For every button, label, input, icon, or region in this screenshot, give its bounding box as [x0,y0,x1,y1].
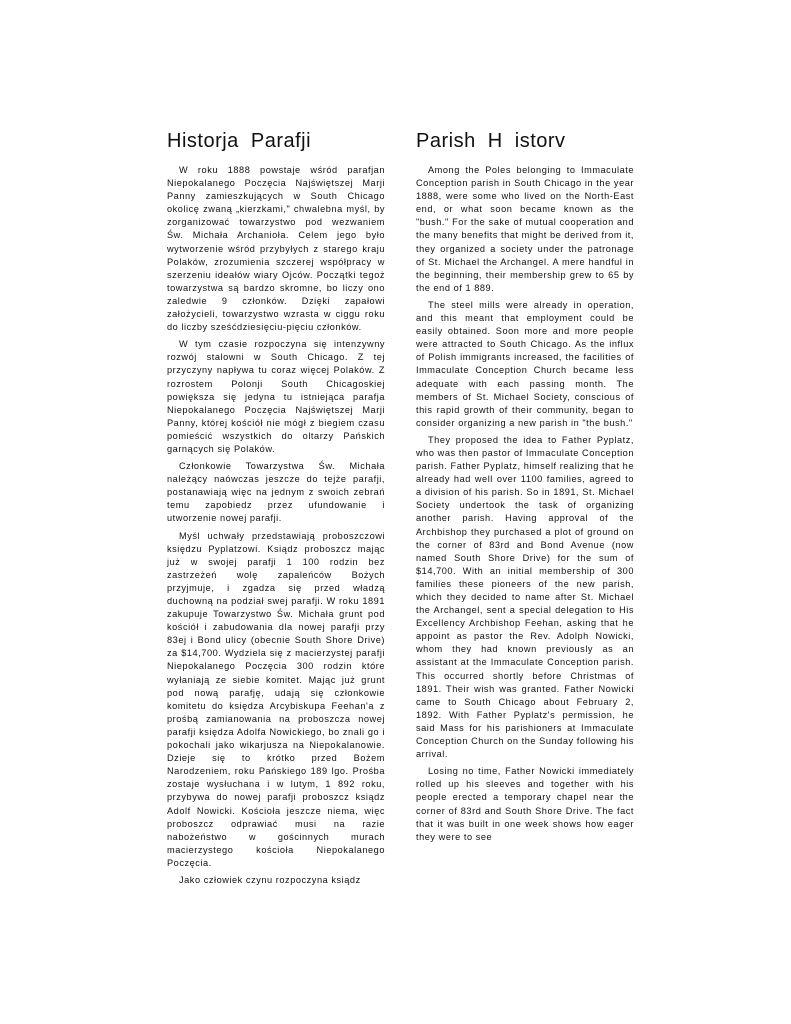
polish-paragraph: Członkowie Towarzystwa Św. Michała należący naówczas jeszcze do tejże parafji, postanawiają więc na jednym z swoich zebrań temu zapobiedz przez ufundowanie i utworzenie nowej parafji. [167,461,385,524]
polish-paragraph: Myśl uchwały przedstawiają proboszczowi księdzu Pyplatzowi. Ksiądz proboszcz mając już w swojej parafji 1 100 rodzin bez zastrzeżeń wolę zapaleńców Bożych przyjmuje, i zgadza się przed władzą duchowną na podział swej parafji. W roku 1891 zakupuje Towarzystwo Św. Michała grunt pod kościół i zabudowania dla nowej parafji przy 83ej i Bond ulicy (obecnie South Shore Drive) za $14,700. Wydziela się z macierzystej parafji Niepokalanego Poczęcia 300 rodzin które wyłaniają ze siebie komitet. Mając już grunt pod nową parafję, udają się członkowie komitetu do księdza Arcybiskupa Feehan'a z prośbą zamianowania na proboszcza nowej parafji księdza Adolfa Nowickiego, bo znali go i pokochali jako wikarjusza na Niepokalanowie. Dzieje się to krótko przed Bożem Narodzeniem, roku Pańskiego 189 lgo. Prośba zostaje wysłuchana i w lutym, 1 892 roku, przybywa do nowej parafji proboszcz ksiądz Adolf Nowicki. Kościoła jeszcze niema, więc proboszcz odprawiać musi na razie nabożeństwo w gościnnych murach macierzystego kościoła Niepokalanego Poczęcia. [167,530,385,868]
english-paragraph: The steel mills were already in operation, and this meant that employment could be easily obtained. Soon more and more people were attracted to South Chicago. As the influx of Polish immigrants increased, the facilities of Immaculate Conception Church became less adequate with each passing month. The members of St. Michael Society, conscious of this rapid growth of their community, began to consider organizing a new parish in "the bush." [416,299,634,428]
english-paragraph: Among the Poles belonging to Immaculate Conception parish in South Chicago in the year 1888, were some who lived on the North-East end, or what soon became known as the "bush." For the sake of mutual cooperation and the many benefits that might be derived from it, they organized a society under the patronage of St. Michael the Archangel. A mere handful in the beginning, their membership grew to 65 by the end of 1 889. [416,165,634,293]
english-paragraph: They proposed the idea to Father Pyplatz, who was then pastor of Immaculate Conception parish. Father Pyplatz, himself realizing that he already had well over 1100 families, agreed to a division of his parish. So in 1891, St. Michael Society undertook the task of organizing another parish. Having approval of the Archbishop they purchased a plot of ground on the corner of 83rd and Bond Avenue (now named South Shore Drive) for the sum of $14,700. With an initial membership of 300 families these pioneers of the new parish, which they decided to name after St. Michael the Archangel, sent a special delegation to His Excellency Archbishop Feehan, asking that he appoint as pastor the Rev. Adolph Nowicki, whom they had known previously as an assistant at the Immaculate Conception parish. This occurred shortly before Christmas of 1891. Their wish was granted. Father Nowicki came to South Chicago about February 2, 1892. With Father Pyplatz's permission, he said Mass for his parishioners at Immaculate Conception Church on the Sunday following his arrival. [416,434,634,760]
english-title: Parish H istorv [416,130,566,152]
polish-column [167,128,385,891]
polish-paragraph: W tym czasie rozpoczyna się intenzywny rozwój stalowni w South Chicago. Z tej przyczyny napływa tu coraz więcej Polaków. Z rozrostem Polonji South Chicagoskiej powiększa się jedyna tu istniejąca parafja Niepokalanego Poczęcia Najświętszej Marji Panny, której kościół nie mógł z biegiem czasu pomieścić wszystkich do oltarzy Pańskich garnących się Polaków. [167,339,385,454]
polish-title: Historja Parafji [167,130,312,152]
polish-paragraph: W roku 1888 powstaje wśród parafjan Niepokalanego Poczęcia Najświętszej Marji Panny zamieszkujących w South Chicago okolicę zwaną „kierzkami," chwalebna myśl, by zorganizować towarzystwo pod wezwaniem Św. Michała Archanioła. Celem jego było wytworzenie wśród przybyłych z starego kraju Polaków, zrozumienia szczerej współpracy w szerzeniu ideałów wiary Ojców. Początki tegoż towarzystwa są bardzo skromne, bo liczy ono zaledwie 9 członków. Dzięki zapałowi założycieli, towarzystwo wzrasta w ciggu roku do liczby sześćdziesięciu-pięciu członków. [167,165,385,333]
polish-paragraph: Jako człowiek czynu rozpoczyna ksiądz [179,874,361,885]
english-paragraph: Losing no time, Father Nowicki immediately rolled up his sleeves and together with his people erected a temporary chapel near the corner of 83rd and South Shore Drive. The fact that it was built in one week shows how eager they were to see [416,766,634,842]
english-column [416,128,634,848]
